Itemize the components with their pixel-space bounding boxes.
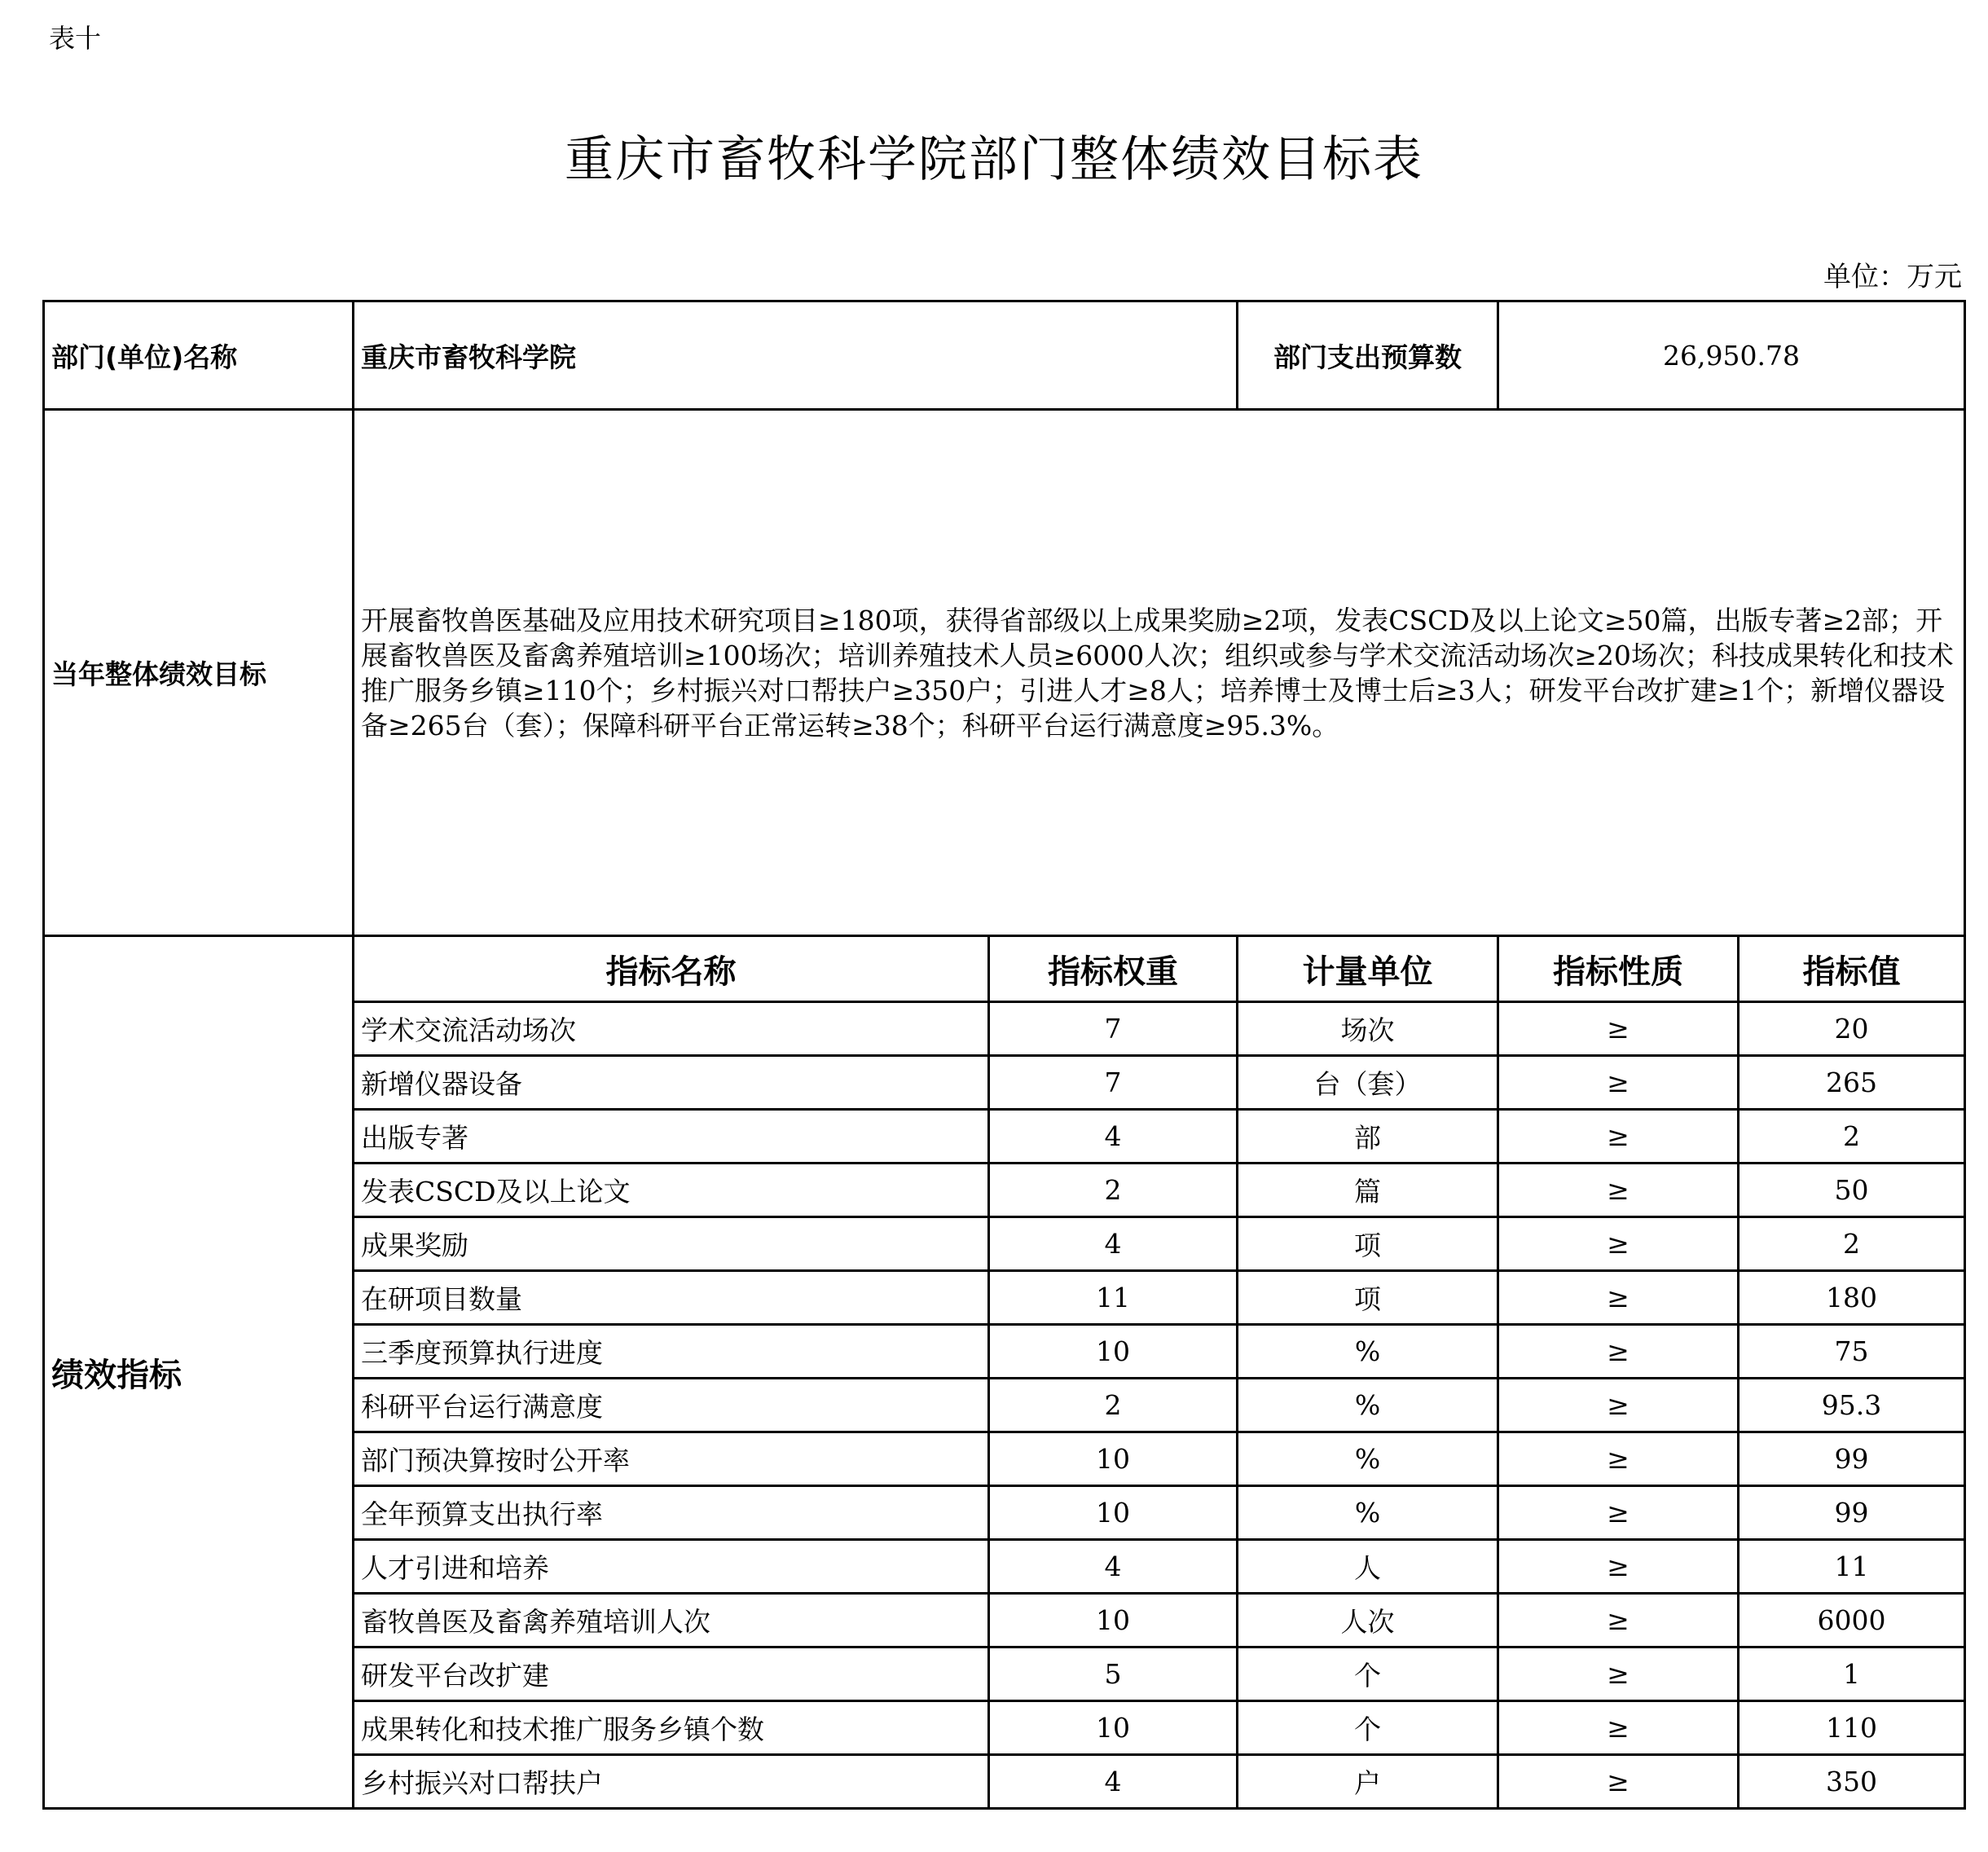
indicator-nature: ≥: [1498, 1002, 1739, 1056]
budget-label: 部门支出预算数: [1238, 301, 1498, 410]
indicator-weight: 7: [989, 1056, 1238, 1110]
indicator-name: 发表CSCD及以上论文: [354, 1164, 989, 1217]
indicator-nature: ≥: [1498, 1540, 1739, 1594]
indicator-value: 50: [1739, 1164, 1965, 1217]
indicator-unit: %: [1238, 1486, 1498, 1540]
indicator-nature: ≥: [1498, 1594, 1739, 1647]
indicator-weight: 4: [989, 1110, 1238, 1164]
header-row: [44, 301, 1965, 410]
indicator-weight: 10: [989, 1325, 1238, 1379]
indicator-value: 110: [1739, 1701, 1965, 1755]
page-title: 重庆市畜牧科学院部门整体绩效目标表: [565, 131, 1423, 188]
indicator-nature: ≥: [1498, 1379, 1739, 1432]
goal-text: 开展畜牧兽医基础及应用技术研究项目≥180项，获得省部级以上成果奖励≥2项，发表CSCD及以上论文≥50篇，出版专著≥2部；开展畜牧兽医及畜禽养殖培训≥100场次；培训养殖技术人员≥6000人次；组织或参与学术交流活动场次≥20场次；科技成果转化和技术推广服务乡镇≥110个；乡村振兴对口帮扶户≥350户；引进人才≥8人；培养博士及博士后≥3人；研发平台改扩建≥1个；新增仪器设备≥265台（套）；保障科研平台正常运转≥38个；科研平台运行满意度≥95.3%。: [354, 410, 1965, 936]
indicator-weight: 4: [989, 1540, 1238, 1594]
indicator-weight: 4: [989, 1217, 1238, 1271]
indicator-weight: 2: [989, 1379, 1238, 1432]
indicator-unit: 篇: [1238, 1164, 1498, 1217]
indicator-nature: ≥: [1498, 1164, 1739, 1217]
indicator-name: 学术交流活动场次: [354, 1002, 989, 1056]
indicator-value: 6000: [1739, 1594, 1965, 1647]
indicator-nature: ≥: [1498, 1486, 1739, 1540]
indicator-weight: 2: [989, 1164, 1238, 1217]
indicator-value: 2: [1739, 1217, 1965, 1271]
indicator-name: 科研平台运行满意度: [354, 1379, 989, 1432]
budget-value: 26,950.78: [1498, 301, 1965, 410]
indicator-value: 99: [1739, 1432, 1965, 1486]
indicator-unit: 项: [1238, 1217, 1498, 1271]
indicator-unit: 个: [1238, 1647, 1498, 1701]
indicator-value: 99: [1739, 1486, 1965, 1540]
indicator-value: 95.3: [1739, 1379, 1965, 1432]
indicator-name: 部门预决算按时公开率: [354, 1432, 989, 1486]
indicator-nature: ≥: [1498, 1110, 1739, 1164]
indicator-unit: 台（套）: [1238, 1056, 1498, 1110]
column-header-value: 指标值: [1739, 936, 1965, 1002]
indicator-weight: 10: [989, 1701, 1238, 1755]
indicator-weight: 4: [989, 1755, 1238, 1809]
indicator-nature: ≥: [1498, 1217, 1739, 1271]
indicator-unit: %: [1238, 1432, 1498, 1486]
indicator-unit: 人次: [1238, 1594, 1498, 1647]
indicator-unit: 人: [1238, 1540, 1498, 1594]
indicator-name: 乡村振兴对口帮扶户: [354, 1755, 989, 1809]
indicator-value: 2: [1739, 1110, 1965, 1164]
indicator-name: 研发平台改扩建: [354, 1647, 989, 1701]
column-header-nature: 指标性质: [1498, 936, 1739, 1002]
unit-note: 单位：万元: [1823, 261, 1962, 293]
indicator-weight: 10: [989, 1594, 1238, 1647]
goal-label: 当年整体绩效目标: [44, 410, 354, 936]
indicator-unit: 项: [1238, 1271, 1498, 1325]
table-label: 表十: [49, 23, 102, 54]
indicator-name: 新增仪器设备: [354, 1056, 989, 1110]
indicator-nature: ≥: [1498, 1056, 1739, 1110]
indicator-weight: 10: [989, 1486, 1238, 1540]
indicator-value: 180: [1739, 1271, 1965, 1325]
indicator-weight: 10: [989, 1432, 1238, 1486]
dept-name-value: 重庆市畜牧科学院: [354, 301, 1238, 410]
indicator-name: 人才引进和培养: [354, 1540, 989, 1594]
performance-target-table: [42, 300, 1966, 1810]
indicator-value: 350: [1739, 1755, 1965, 1809]
indicator-value: 1: [1739, 1647, 1965, 1701]
indicator-nature: ≥: [1498, 1701, 1739, 1755]
indicator-value: 11: [1739, 1540, 1965, 1594]
indicator-name: 成果转化和技术推广服务乡镇个数: [354, 1701, 989, 1755]
column-header-unit: 计量单位: [1238, 936, 1498, 1002]
indicator-unit: %: [1238, 1325, 1498, 1379]
indicator-unit: 户: [1238, 1755, 1498, 1809]
indicator-name: 三季度预算执行进度: [354, 1325, 989, 1379]
indicator-weight: 7: [989, 1002, 1238, 1056]
goal-row: [44, 410, 1965, 936]
indicator-value: 20: [1739, 1002, 1965, 1056]
indicator-nature: ≥: [1498, 1271, 1739, 1325]
indicators-label: 绩效指标: [44, 936, 354, 1809]
column-header-name: 指标名称: [354, 936, 989, 1002]
indicator-nature: ≥: [1498, 1755, 1739, 1809]
dept-name-label: 部门(单位)名称: [44, 301, 354, 410]
indicator-weight: 5: [989, 1647, 1238, 1701]
indicator-name: 全年预算支出执行率: [354, 1486, 989, 1540]
indicator-name: 在研项目数量: [354, 1271, 989, 1325]
indicator-name: 成果奖励: [354, 1217, 989, 1271]
indicator-unit: 场次: [1238, 1002, 1498, 1056]
indicator-weight: 11: [989, 1271, 1238, 1325]
indicator-value: 75: [1739, 1325, 1965, 1379]
column-header-weight: 指标权重: [989, 936, 1238, 1002]
indicator-nature: ≥: [1498, 1647, 1739, 1701]
indicator-name: 出版专著: [354, 1110, 989, 1164]
indicator-unit: 部: [1238, 1110, 1498, 1164]
indicator-nature: ≥: [1498, 1432, 1739, 1486]
indicator-header-row: [44, 936, 1965, 1002]
indicator-unit: 个: [1238, 1701, 1498, 1755]
indicator-value: 265: [1739, 1056, 1965, 1110]
indicator-nature: ≥: [1498, 1325, 1739, 1379]
indicator-name: 畜牧兽医及畜禽养殖培训人次: [354, 1594, 989, 1647]
indicator-unit: %: [1238, 1379, 1498, 1432]
